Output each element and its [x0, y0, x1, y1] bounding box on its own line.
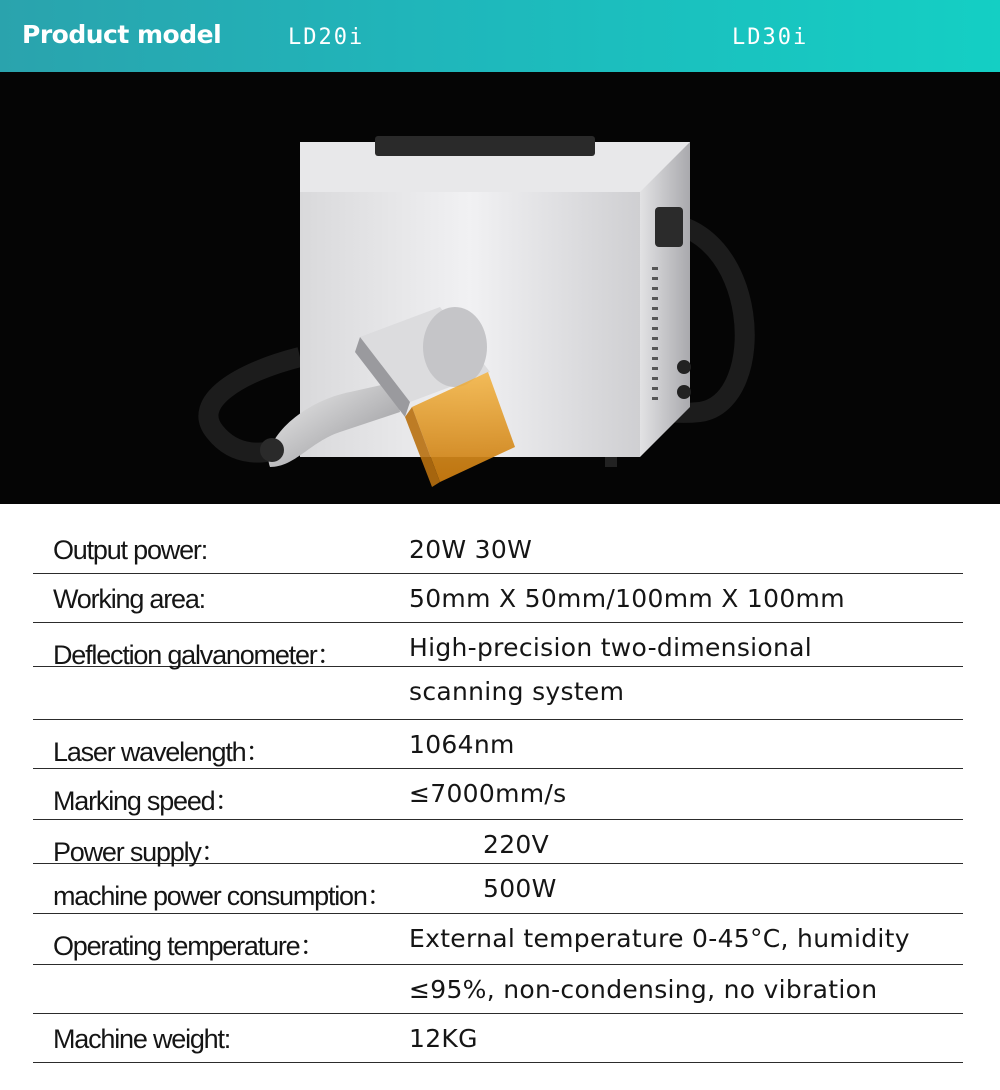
spec-row-deflection-galvanometer-cont [33, 667, 963, 720]
spec-row-working-area [33, 574, 963, 623]
spec-row-power-supply [33, 820, 963, 867]
spec-value: 500W [483, 874, 557, 903]
spec-label: Working area: [53, 584, 205, 614]
spec-value: High-precision two-dimensional [409, 633, 813, 662]
spec-label: machine power consumption： [53, 881, 393, 911]
product-photo [0, 72, 1000, 504]
spec-value: External temperature 0-45°C, humidity [409, 924, 910, 953]
spec-row-operating-temperature [33, 914, 963, 965]
spec-row-machine-weight [33, 1014, 963, 1063]
model-ld20i: LD20i [288, 25, 365, 50]
spec-label: Marking speed： [53, 786, 241, 816]
spec-value: 220V [483, 830, 550, 859]
spec-value: 50mm X 50mm/100mm X 100mm [409, 584, 845, 613]
spec-row-output-power [33, 525, 963, 574]
spec-row-laser-wavelength [33, 720, 963, 769]
spec-value: scanning system [409, 677, 625, 706]
spec-value: 20W 30W [409, 535, 533, 564]
model-ld30i: LD30i [732, 25, 809, 50]
spec-value: ≤7000mm/s [409, 779, 567, 808]
spec-label: Machine weight: [53, 1024, 231, 1054]
header-bar [0, 0, 1000, 72]
spec-label: Deflection galvanometer： [53, 640, 343, 670]
product-model-title: Product model [22, 20, 222, 49]
spec-row-deflection-galvanometer [33, 623, 963, 670]
spec-label: Output power: [53, 535, 207, 565]
spec-label: Power supply： [53, 837, 227, 867]
spec-row-marking-speed [33, 769, 963, 820]
spec-row-power-consumption [33, 864, 963, 914]
spec-value: 12KG [409, 1024, 478, 1053]
spec-row-operating-temperature-cont [33, 965, 963, 1014]
spec-value: ≤95%, non-condensing, no vibration [409, 975, 878, 1004]
spec-value: 1064nm [409, 730, 515, 759]
laser-cleaning-machine-image [0, 72, 1000, 504]
spec-table [33, 525, 963, 1063]
spec-label: Laser wavelength： [53, 737, 272, 767]
spec-label: Operating temperature： [53, 931, 326, 961]
